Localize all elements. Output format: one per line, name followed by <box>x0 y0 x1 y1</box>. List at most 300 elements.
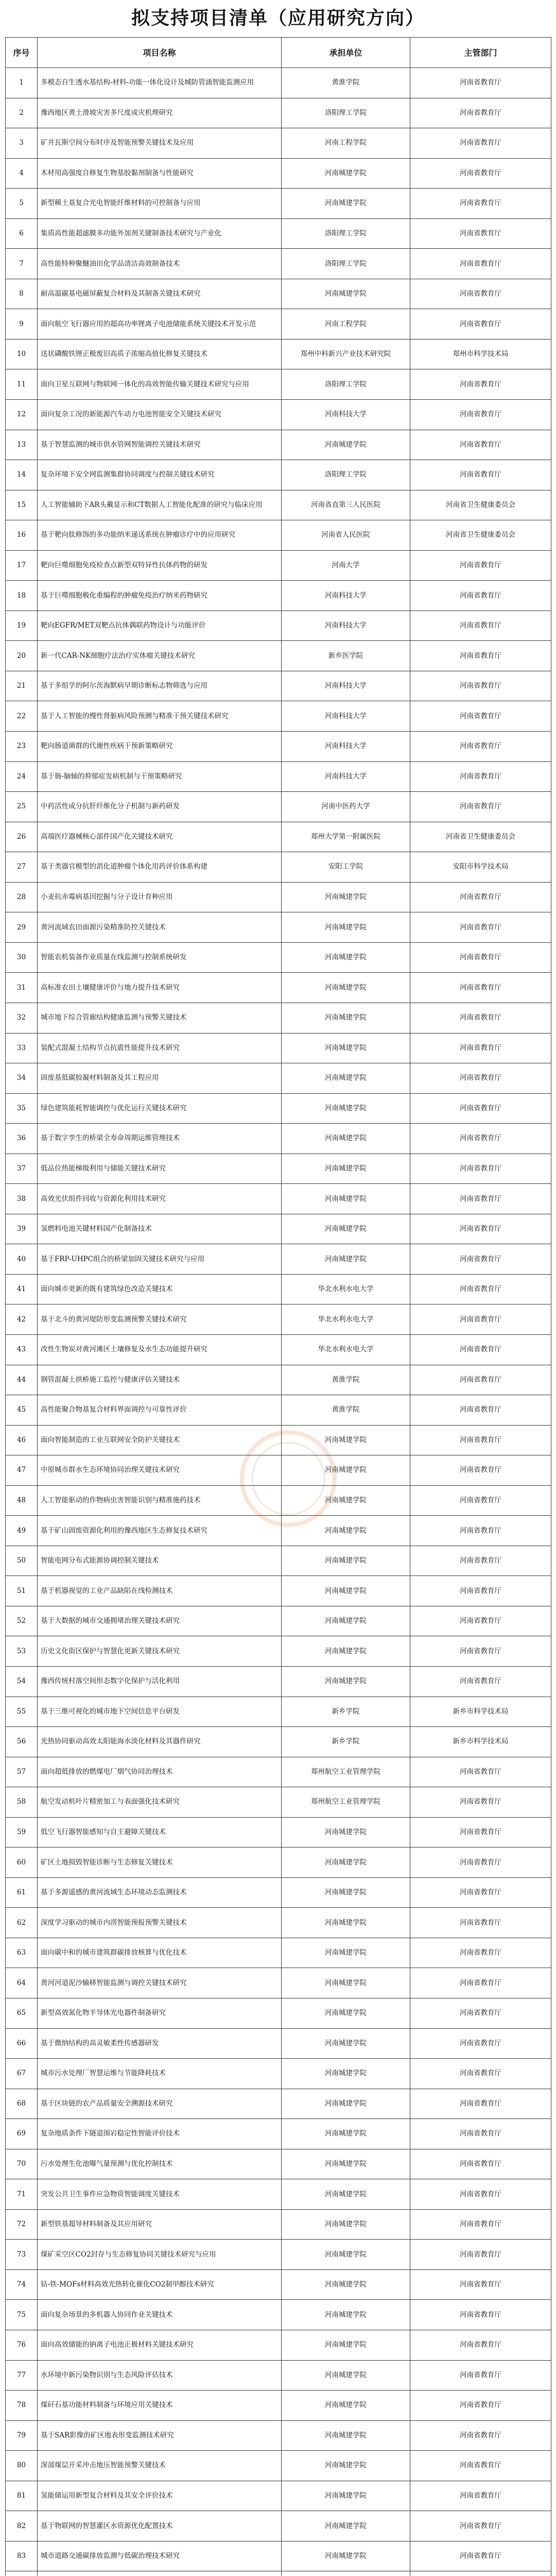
row-number: 24 <box>6 761 38 792</box>
host-organization: 洛阳理工学院 <box>282 249 410 279</box>
table-row <box>6 460 551 490</box>
project-name: 低品位热能梯级利用与储能关键技术研究 <box>38 1154 282 1184</box>
supervising-department: 河南省教育厅 <box>410 611 551 641</box>
table-row <box>6 1304 551 1335</box>
supervising-department: 河南省教育厅 <box>410 1304 551 1335</box>
row-number: 41 <box>6 1274 38 1304</box>
supervising-department: 河南省教育厅 <box>410 1968 551 1998</box>
row-number: 53 <box>6 1636 38 1667</box>
host-organization: 河南城建学院 <box>282 1485 410 1516</box>
supervising-department: 河南省教育厅 <box>410 98 551 128</box>
row-number: 63 <box>6 1938 38 1968</box>
row-number: 1 <box>6 68 38 98</box>
project-name: 绿色建筑能耗智能调控与优化运行关键技术研究 <box>38 1093 282 1124</box>
host-organization: 河南城建学院 <box>282 912 410 943</box>
table-row <box>6 1727 551 1757</box>
row-number: 69 <box>6 2119 38 2149</box>
row-number: 80 <box>6 2451 38 2481</box>
project-name: 复杂环境下安全网监测集群协同调度与控制关键技术研究 <box>38 460 282 490</box>
table-row <box>6 2511 551 2541</box>
row-number: 29 <box>6 912 38 943</box>
supervising-department: 河南省教育厅 <box>410 2360 551 2391</box>
project-name: 低空飞行器智能感知与自主避障关键技术 <box>38 1817 282 1848</box>
host-organization: 河南城建学院 <box>282 942 410 973</box>
table-row <box>6 1576 551 1606</box>
supervising-department: 河南省教育厅 <box>410 581 551 611</box>
host-organization: 河南城建学院 <box>282 1124 410 1154</box>
page-title: 拟支持项目清单（应用研究方向） <box>131 7 425 29</box>
host-organization: 河南城建学院 <box>282 2179 410 2210</box>
supervising-department: 河南省教育厅 <box>410 1877 551 1908</box>
supervising-department: 河南省教育厅 <box>410 912 551 943</box>
project-name: 靶向巨噬细胞免疫检查点新型双特异性抗体药物的研发 <box>38 550 282 581</box>
table-row <box>6 98 551 128</box>
supervising-department: 河南省教育厅 <box>410 1757 551 1787</box>
supervising-department: 河南省教育厅 <box>410 249 551 279</box>
host-organization: 河南城建学院 <box>282 1003 410 1033</box>
row-number: 9 <box>6 309 38 340</box>
supervising-department: 河南省教育厅 <box>410 430 551 460</box>
host-organization: 河南科技大学 <box>282 701 410 732</box>
table-row <box>6 249 551 279</box>
row-number: 72 <box>6 2209 38 2240</box>
host-organization: 洛阳理工学院 <box>282 460 410 490</box>
project-name: 面向复杂场景的多机器人协同作业关键技术 <box>38 2300 282 2330</box>
row-number: 33 <box>6 1033 38 1063</box>
table-row <box>6 1516 551 1546</box>
host-organization: 新乡医学院 <box>282 641 410 671</box>
table-row <box>6 1938 551 1968</box>
table-row <box>6 189 551 219</box>
project-name: 突发公共卫生事件应急物资智能调度关键技术 <box>38 2179 282 2210</box>
row-number: 23 <box>6 732 38 762</box>
supervising-department: 河南省教育厅 <box>410 1033 551 1063</box>
project-name: 小麦抗赤霉病基因挖掘与分子设计育种应用 <box>38 882 282 912</box>
row-number: 60 <box>6 1848 38 1878</box>
row-number: 5 <box>6 189 38 219</box>
table-row <box>6 309 551 340</box>
row-number: 19 <box>6 611 38 641</box>
project-name <box>38 2571 282 2576</box>
row-number: 36 <box>6 1124 38 1154</box>
supervising-department: 河南省教育厅 <box>410 1063 551 1094</box>
project-name: 面向卫星互联网与物联网一体化的高效智能传输关键技术研究与应用 <box>38 369 282 400</box>
project-name: 深度学习驱动的城市内涝智能预报预警关键技术 <box>38 1908 282 1938</box>
supervising-department: 河南省教育厅 <box>410 2420 551 2451</box>
project-name: 钴-铁-MOFs材料高效光热转化催化CO2制甲醇技术研究 <box>38 2269 282 2300</box>
supervising-department: 河南省教育厅 <box>410 942 551 973</box>
project-name: 基于靶向肽修饰的多功能纳米递送系统在肿瘤诊疗中的应用研究 <box>38 520 282 551</box>
supervising-department: 河南省教育厅 <box>410 2391 551 2421</box>
project-name: 高端医疗器械核心部件国产化关键技术研究 <box>38 822 282 852</box>
supervising-department: 河南省教育厅 <box>410 218 551 249</box>
row-number: 31 <box>6 973 38 1003</box>
row-number: 67 <box>6 2059 38 2089</box>
table-row <box>6 2571 551 2576</box>
table-row <box>6 1606 551 1636</box>
row-number: 28 <box>6 882 38 912</box>
supervising-department: 河南省教育厅 <box>410 1425 551 1455</box>
row-number: 37 <box>6 1154 38 1184</box>
project-name: 基于多组学的阿尔茨海默病早期诊断标志物筛选与应用 <box>38 671 282 701</box>
table-row <box>6 792 551 822</box>
supervising-department: 河南省教育厅 <box>410 1274 551 1304</box>
project-name: 基于巨噬细胞极化重编程的肿瘤免疫治疗纳米药物研究 <box>38 581 282 611</box>
host-organization: 河南城建学院 <box>282 1877 410 1908</box>
project-name: 高性能聚合物基复合材料界面调控与可靠性评价 <box>38 1395 282 1426</box>
supervising-department: 河南省教育厅 <box>410 1093 551 1124</box>
supervising-department: 河南省教育厅 <box>410 158 551 189</box>
table-body <box>6 68 551 2576</box>
row-number: 21 <box>6 671 38 701</box>
project-name: 智能农机装备作业质量在线监测与控制系统研发 <box>38 942 282 973</box>
table-row <box>6 973 551 1003</box>
row-number: 26 <box>6 822 38 852</box>
row-number: 82 <box>6 2511 38 2541</box>
table-row <box>6 1154 551 1184</box>
table-row <box>6 822 551 852</box>
host-organization: 洛阳理工学院 <box>282 369 410 400</box>
row-number: 50 <box>6 1546 38 1576</box>
supervising-department: 河南省教育厅 <box>410 1214 551 1244</box>
host-organization: 河南科技大学 <box>282 732 410 762</box>
project-name: 智能电网分布式能源协调控制关键技术 <box>38 1546 282 1576</box>
table-row <box>6 1214 551 1244</box>
project-name: 豫西地区黄土滑坡灾害多尺度成灾机理研究 <box>38 98 282 128</box>
row-number: 58 <box>6 1787 38 1818</box>
host-organization: 河南城建学院 <box>282 2240 410 2270</box>
row-number: 57 <box>6 1757 38 1787</box>
supervising-department: 河南省教育厅 <box>410 1848 551 1878</box>
host-organization: 郑州航空工业管理学院 <box>282 1787 410 1818</box>
supervising-department: 河南省教育厅 <box>410 1244 551 1275</box>
project-name: 黄河河道泥沙输移智能监测与调控关键技术研究 <box>38 1968 282 1998</box>
table-row <box>6 1968 551 1998</box>
row-number: 39 <box>6 1214 38 1244</box>
project-name: 多模态自生透水基结构-材料-功能一体化设计及城防管涌智能监测应用 <box>38 68 282 98</box>
project-name: 面向智能制造的工业互联网安全防护关键技术 <box>38 1425 282 1455</box>
project-name: 基于大数据的城市交通拥堵治理关键技术研究 <box>38 1606 282 1636</box>
host-organization: 河南城建学院 <box>282 2420 410 2451</box>
supervising-department: 河南省教育厅 <box>410 2028 551 2059</box>
project-name: 基于物联网的智慧灌区水资源优化配置技术 <box>38 2511 282 2541</box>
row-number: 70 <box>6 2149 38 2179</box>
row-number: 78 <box>6 2391 38 2421</box>
row-number: 8 <box>6 279 38 309</box>
host-organization: 河南中医药大学 <box>282 792 410 822</box>
row-number: 42 <box>6 1304 38 1335</box>
supervising-department <box>410 2571 551 2576</box>
host-organization: 华北水利水电大学 <box>282 1304 410 1335</box>
table-row <box>6 490 551 520</box>
project-name: 基于区块链的农产品质量安全溯源技术研究 <box>38 2089 282 2119</box>
supervising-department: 河南省教育厅 <box>410 792 551 822</box>
row-number: 6 <box>6 218 38 249</box>
row-number: 49 <box>6 1516 38 1546</box>
project-name: 高效光伏组件回收与资源化利用技术研究 <box>38 1184 282 1214</box>
project-name: 送状磷酸铁锂正极废旧高质子浓缩高值化修复关键技术 <box>38 339 282 369</box>
supervising-department: 河南省教育厅 <box>410 2300 551 2330</box>
supervising-department: 河南省教育厅 <box>410 1184 551 1214</box>
host-organization: 河南城建学院 <box>282 2541 410 2571</box>
row-number: 83 <box>6 2541 38 2571</box>
table-row <box>6 1636 551 1667</box>
host-organization: 河南城建学院 <box>282 2391 410 2421</box>
supervising-department: 河南省教育厅 <box>410 400 551 430</box>
host-organization: 新乡学院 <box>282 1697 410 1727</box>
host-organization: 河南工程学院 <box>282 309 410 340</box>
project-name: 城市地下综合管廊结构健康监测与预警关键技术 <box>38 1003 282 1033</box>
supervising-department: 河南省教育厅 <box>410 761 551 792</box>
project-name: 历史文化街区保护与智慧化更新关键技术研究 <box>38 1636 282 1667</box>
table-row <box>6 1877 551 1908</box>
project-name: 钢管混凝土拱桥施工监控与健康评估关键技术 <box>38 1365 282 1395</box>
host-organization: 河南城建学院 <box>282 1576 410 1606</box>
col-header-dept: 主管部门 <box>410 38 551 68</box>
table-row <box>6 852 551 883</box>
project-name: 矿区土地损毁智能诊断与生态修复关键技术 <box>38 1848 282 1878</box>
host-organization: 河南省人民医院 <box>282 520 410 551</box>
supervising-department: 河南省教育厅 <box>410 1546 551 1576</box>
table-row <box>6 520 551 551</box>
supervising-department: 河南省教育厅 <box>410 309 551 340</box>
row-number: 73 <box>6 2240 38 2270</box>
project-name: 复杂地质条件下隧道围岩稳定性智能评价技术 <box>38 2119 282 2149</box>
project-name: 矿井瓦斯空间分布时序及智能预警关键技术及应用 <box>38 128 282 159</box>
supervising-department: 河南省教育厅 <box>410 701 551 732</box>
project-name: 高性能特种聚醚油田化学品清洁高效制备技术 <box>38 249 282 279</box>
table-row <box>6 942 551 973</box>
project-name: 基于北斗的黄河堤防形变监测预警关键技术研究 <box>38 1304 282 1335</box>
row-number: 15 <box>6 490 38 520</box>
table-row <box>6 1908 551 1938</box>
table-row <box>6 1063 551 1094</box>
supervising-department: 河南省教育厅 <box>410 1516 551 1546</box>
table-row <box>6 2149 551 2179</box>
supervising-department: 河南省教育厅 <box>410 189 551 219</box>
host-organization: 郑州航空工业管理学院 <box>282 1757 410 1787</box>
host-organization: 河南城建学院 <box>282 2511 410 2541</box>
host-organization: 河南城建学院 <box>282 2149 410 2179</box>
table-row <box>6 1365 551 1395</box>
project-name: 中原城市群水生态环境协同治理关键技术研究 <box>38 1455 282 1486</box>
row-number: 20 <box>6 641 38 671</box>
row-number: 3 <box>6 128 38 159</box>
table-row <box>6 550 551 581</box>
table-row <box>6 2209 551 2240</box>
host-organization: 河南城建学院 <box>282 279 410 309</box>
host-organization: 河南城建学院 <box>282 2028 410 2059</box>
project-name: 基于肠-脑轴的抑郁症发病机制与干预策略研究 <box>38 761 282 792</box>
host-organization: 河南城建学院 <box>282 1666 410 1697</box>
row-number: 46 <box>6 1425 38 1455</box>
host-organization: 洛阳理工学院 <box>282 218 410 249</box>
supervising-department: 河南省教育厅 <box>410 2330 551 2361</box>
host-organization: 河南科技大学 <box>282 671 410 701</box>
project-name: 基于人工智能的慢性肾脏病风险预测与精准干预关键技术研究 <box>38 701 282 732</box>
table-row <box>6 1124 551 1154</box>
project-name: 中药活性成分抗肝纤维化分子机制与新药研发 <box>38 792 282 822</box>
host-organization: 河南城建学院 <box>282 1033 410 1063</box>
table-row <box>6 400 551 430</box>
host-organization: 河南城建学院 <box>282 1546 410 1576</box>
table-row <box>6 912 551 943</box>
row-number: 54 <box>6 1666 38 1697</box>
project-name: 煤矸石基功能材料制备与环境应用关键技术 <box>38 2391 282 2421</box>
row-number: 2 <box>6 98 38 128</box>
host-organization: 河南省直第三人民医院 <box>282 490 410 520</box>
supervising-department: 河南省教育厅 <box>410 369 551 400</box>
project-name: 基于智慧监测的城市供水管网智能调控关键技术研究 <box>38 430 282 460</box>
table-row <box>6 2119 551 2149</box>
host-organization: 河南城建学院 <box>282 2059 410 2089</box>
table-row <box>6 1485 551 1516</box>
table-row <box>6 732 551 762</box>
host-organization: 河南工程学院 <box>282 128 410 159</box>
supervising-department: 河南省教育厅 <box>410 279 551 309</box>
project-name: 氢燃料电池关键材料国产化制备技术 <box>38 1214 282 1244</box>
row-number: 66 <box>6 2028 38 2059</box>
project-name: 新型铁基超导材料制备及其应用研究 <box>38 2209 282 2240</box>
host-organization: 新乡学院 <box>282 1727 410 1757</box>
table-row <box>6 761 551 792</box>
project-name: 新一代CAR-NK细胞疗法治疗实体瘤关键技术研究 <box>38 641 282 671</box>
supervising-department: 河南省教育厅 <box>410 460 551 490</box>
table-row <box>6 2269 551 2300</box>
supervising-department: 郑州市科学技术局 <box>410 339 551 369</box>
row-number: 47 <box>6 1455 38 1486</box>
project-name: 基于数字孪生的桥梁全寿命周期运维管理技术 <box>38 1124 282 1154</box>
row-number: 14 <box>6 460 38 490</box>
supervising-department: 河南省教育厅 <box>410 2059 551 2089</box>
supervising-department: 河南省教育厅 <box>410 973 551 1003</box>
table-row <box>6 2330 551 2361</box>
project-name: 面向航空飞行器应用的超高功率锂离子电池储能系统关键技术开发示范 <box>38 309 282 340</box>
host-organization: 河南城建学院 <box>282 2269 410 2300</box>
supervising-department: 河南省教育厅 <box>410 1787 551 1818</box>
host-organization: 河南城建学院 <box>282 1908 410 1938</box>
host-organization: 河南城建学院 <box>282 2119 410 2149</box>
table-row <box>6 611 551 641</box>
supervising-department: 河南省教育厅 <box>410 2511 551 2541</box>
host-organization: 河南城建学院 <box>282 2481 410 2511</box>
project-name: 光热协同驱动高效太阳能海水淡化材料及其器件研究 <box>38 1727 282 1757</box>
project-name: 人工智能辅助下AR头戴显示和CT数据人工智能化配准的研究与临床应用 <box>38 490 282 520</box>
supervising-department: 河南省教育厅 <box>410 1666 551 1697</box>
project-name: 面向复杂工况的新能源汽车动力电池智能安全关键技术研究 <box>38 400 282 430</box>
host-organization: 郑州中科新兴产业技术研究院 <box>282 339 410 369</box>
host-organization: 河南城建学院 <box>282 2330 410 2361</box>
table-row <box>6 2089 551 2119</box>
supervising-department: 河南省教育厅 <box>410 641 551 671</box>
host-organization: 河南城建学院 <box>282 1244 410 1275</box>
row-number: 40 <box>6 1244 38 1275</box>
project-name: 新型稀土基复合光电智能纤维材料的可控制备与应用 <box>38 189 282 219</box>
host-organization: 华北水利水电大学 <box>282 1274 410 1304</box>
table-row <box>6 1425 551 1455</box>
row-number <box>6 2571 38 2576</box>
table-row <box>6 2059 551 2089</box>
row-number: 64 <box>6 1968 38 1998</box>
table-row <box>6 68 551 98</box>
supervising-department: 河南省教育厅 <box>410 1576 551 1606</box>
table-row <box>6 1455 551 1486</box>
project-name: 污水处理生化池曝气量预测与优化控制技术 <box>38 2149 282 2179</box>
supervising-department: 河南省教育厅 <box>410 1154 551 1184</box>
host-organization: 河南城建学院 <box>282 2360 410 2391</box>
host-organization: 河南城建学院 <box>282 1606 410 1636</box>
host-organization: 河南科技大学 <box>282 611 410 641</box>
project-name: 城市道路交通碳排放监测与低碳治理技术研究 <box>38 2541 282 2571</box>
table-row <box>6 339 551 369</box>
row-number: 7 <box>6 249 38 279</box>
table-header-row <box>6 38 551 68</box>
table-row <box>6 369 551 400</box>
project-name: 城市污水处理厂智慧运维与节能降耗技术 <box>38 2059 282 2089</box>
project-name: 基于类器官模型的消化道肿瘤个体化用药评价体系构建 <box>38 852 282 883</box>
row-number: 35 <box>6 1093 38 1124</box>
table-row <box>6 671 551 701</box>
host-organization: 河南城建学院 <box>282 1848 410 1878</box>
row-number: 34 <box>6 1063 38 1094</box>
row-number: 74 <box>6 2269 38 2300</box>
host-organization: 河南城建学院 <box>282 430 410 460</box>
table-row <box>6 1003 551 1033</box>
table-row <box>6 1334 551 1365</box>
project-name: 靶向肠道菌群的代谢性疾病干预新策略研究 <box>38 732 282 762</box>
row-number: 30 <box>6 942 38 973</box>
supervising-department: 河南省教育厅 <box>410 1485 551 1516</box>
supervising-department: 河南省教育厅 <box>410 1365 551 1395</box>
host-organization: 河南城建学院 <box>282 1455 410 1486</box>
supervising-department: 河南省教育厅 <box>410 2451 551 2481</box>
table-row <box>6 1848 551 1878</box>
supervising-department: 河南省教育厅 <box>410 1124 551 1154</box>
project-name: 深部煤层开采冲击地压智能预警关键技术 <box>38 2451 282 2481</box>
project-name: 改性生物炭对黄河滩区土壤修复及水生态功能提升研究 <box>38 1334 282 1365</box>
project-name: 面向碳中和的城市建筑群碳排放核算与优化技术 <box>38 1938 282 1968</box>
host-organization <box>282 2571 410 2576</box>
supervising-department: 新乡市科学技术局 <box>410 1727 551 1757</box>
table-row <box>6 2420 551 2451</box>
supervising-department: 河南省教育厅 <box>410 2209 551 2240</box>
host-organization: 河南城建学院 <box>282 1998 410 2029</box>
table-row <box>6 882 551 912</box>
supervising-department: 河南省教育厅 <box>410 882 551 912</box>
host-organization: 郑州大学第一附属医院 <box>282 822 410 852</box>
host-organization: 河南城建学院 <box>282 1636 410 1667</box>
project-name: 煤矿采空区CO2封存与生态修复协同关键技术研究与应用 <box>38 2240 282 2270</box>
table-row <box>6 1998 551 2029</box>
host-organization: 河南城建学院 <box>282 189 410 219</box>
row-number: 55 <box>6 1697 38 1727</box>
table-row <box>6 128 551 159</box>
supervising-department: 河南省教育厅 <box>410 1003 551 1033</box>
supervising-department: 新乡市科学技术局 <box>410 1697 551 1727</box>
table-row <box>6 218 551 249</box>
table-row <box>6 2300 551 2330</box>
project-name: 水环境中新污染物识别与生态风险评估技术 <box>38 2360 282 2391</box>
supervising-department: 河南省教育厅 <box>410 68 551 98</box>
host-organization: 河南城建学院 <box>282 1063 410 1094</box>
row-number: 12 <box>6 400 38 430</box>
host-organization: 河南城建学院 <box>282 2089 410 2119</box>
row-number: 43 <box>6 1334 38 1365</box>
supervising-department: 河南省教育厅 <box>410 2481 551 2511</box>
host-organization: 河南城建学院 <box>282 1817 410 1848</box>
supervising-department: 河南省卫生健康委员会 <box>410 490 551 520</box>
supervising-department: 河南省教育厅 <box>410 1938 551 1968</box>
